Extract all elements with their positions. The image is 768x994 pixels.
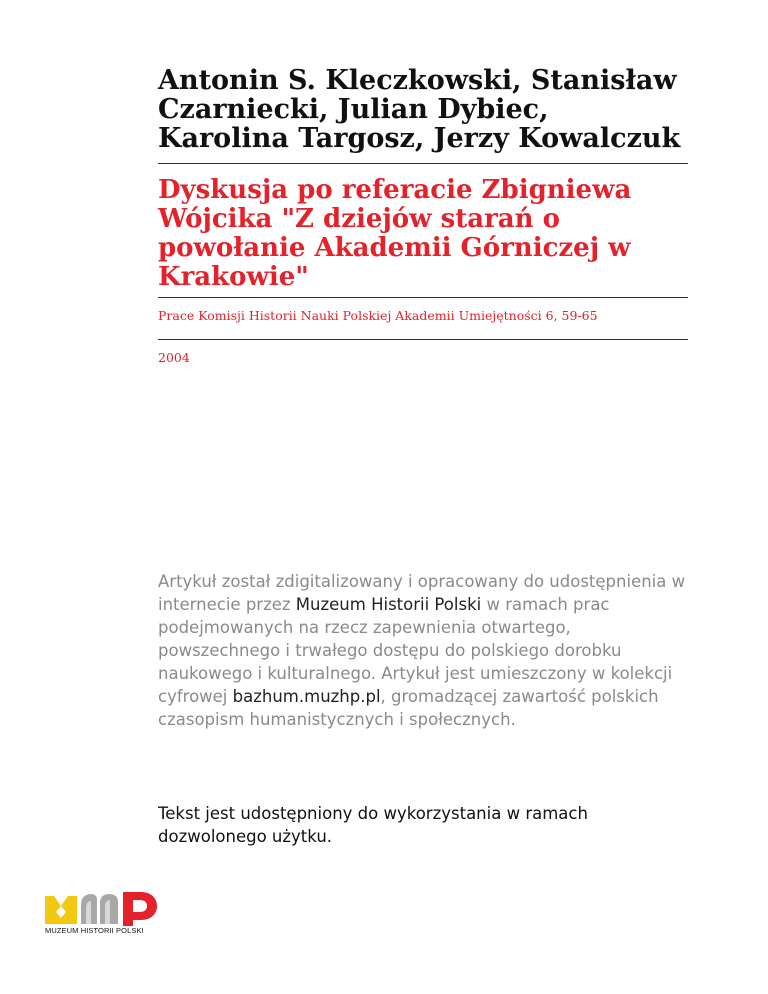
notice-text: w ramach prac podejmowanych na rzecz zapewnienia otwartego, powszechnego i trwałego dostępu do polskiego dorobku naukowego i kulturalnego. Artykuł jest umieszczony w kolekcji cyfrowej [158, 595, 673, 706]
divider [158, 163, 688, 164]
publication-year: 2004 [158, 350, 190, 365]
article-title: Dyskusja po referacie Zbigniewa Wójcika "Z dziejów starań o powołanie Akademii Górniczej w Krakowie" [158, 175, 632, 292]
museum-name: Muzeum Historii Polski [295, 595, 482, 614]
license-text: Tekst jest udostępniony do wykorzystania w ramach dozwolonego użytku. [158, 804, 588, 846]
notice-text: , gromadzącej zawartość polskich czasopism humanistycznych i społecznych. [158, 687, 659, 729]
collection-link[interactable]: bazhum.muzhp.pl [232, 687, 381, 706]
authors: Antonin S. Kleczkowski, Stanisław Czarniecki, Julian Dybiec, Karolina Targosz, Jerzy Kowalczuk [158, 65, 681, 154]
divider [158, 339, 688, 340]
divider [158, 297, 688, 298]
notice-text: Artykuł został zdigitalizowany i opracowany do udostępnienia w internecie przez [158, 572, 686, 614]
logo-caption: MUZEUM HISTORII POLSKI [45, 926, 144, 935]
digitization-notice [158, 570, 688, 731]
museum-logo-icon [45, 892, 170, 926]
museum-logo [45, 892, 170, 937]
journal-citation: Prace Komisji Historii Nauki Polskiej Akademii Umiejętności 6, 59-65 [158, 308, 598, 323]
